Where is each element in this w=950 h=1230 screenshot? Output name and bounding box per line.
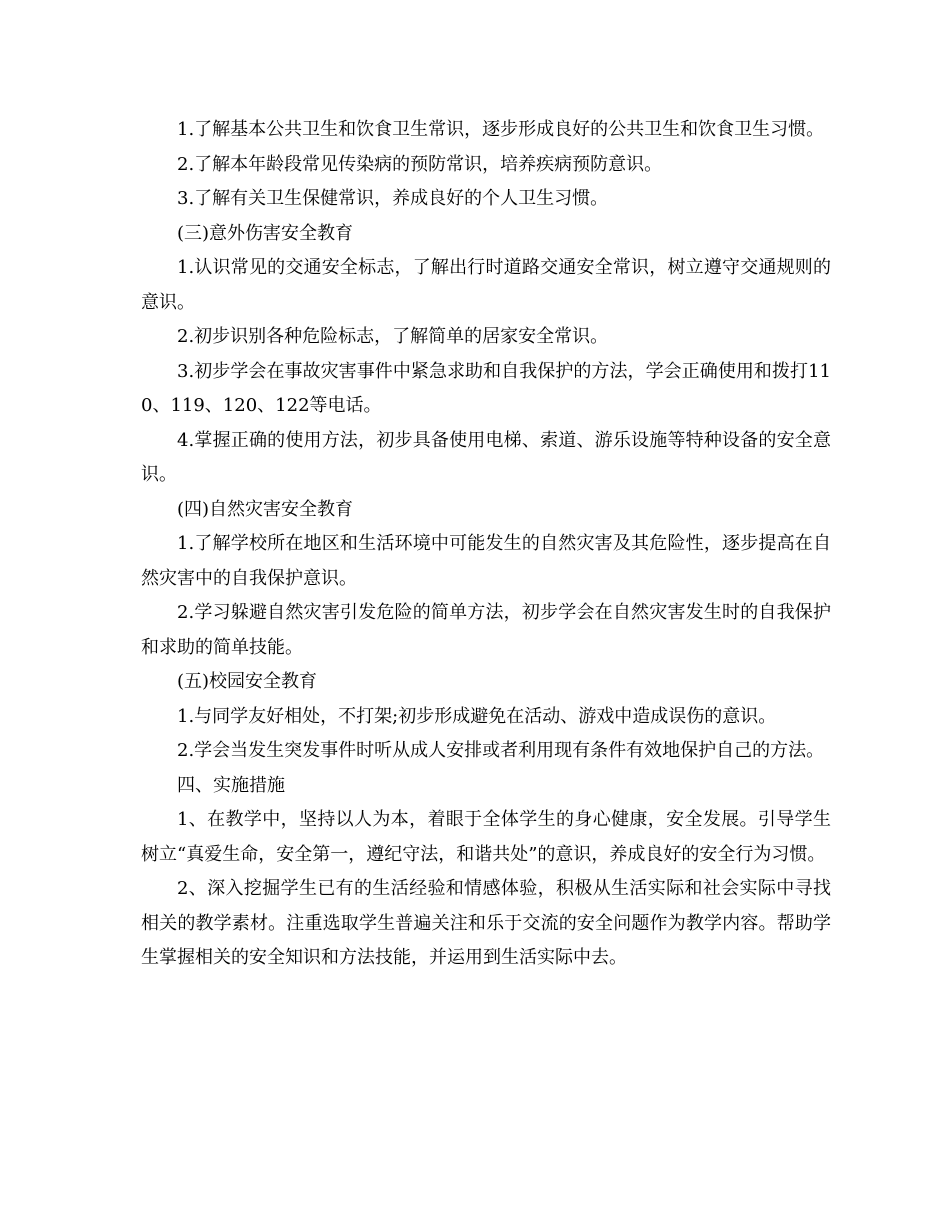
paragraph-emergency-calls: 3.初步学会在事故灾害事件中紧急求助和自我保护的方法，学会正确使用和拨打110、119、120、122等电话。 (141, 360, 831, 416)
paragraph-traffic-safety: 1.认识常见的交通安全标志，了解出行时道路交通安全常识，树立遵守交通规则的意识。 (141, 257, 831, 313)
paragraph-disease-prevention: 2.了解本年龄段常见传染病的预防常识，培养疾病预防意识。 (177, 153, 663, 175)
paragraph-measure-two: 2、深入挖掘学生已有的生活经验和情感体验，积极从生活实际和社会实际中寻找相关的教学素材。注重选取学生普遍关注和乐于交流的安全问题作为教学内容。帮助学生掌握相关的安全知识和方法技能，并运用到生活实际中去。 (141, 878, 831, 968)
paragraph-measure-one: 1、在教学中，坚持以人为本，着眼于全体学生的身心健康，安全发展。引导学生树立“真爱生命，安全第一，遵纪守法，和谐共处”的意识，养成良好的安全行为习惯。 (141, 809, 831, 865)
paragraph-hygiene-habits: 1.了解基本公共卫生和饮食卫生常识，逐步形成良好的公共卫生和饮食卫生习惯。 (177, 119, 825, 140)
section-heading-campus-safety: (五)校园安全教育 (177, 671, 318, 692)
paragraph-classmates: 1.与同学友好相处，不打架;初步形成避免在活动、游戏中造成误伤的意识。 (177, 705, 777, 727)
paragraph-personal-hygiene: 3.了解有关卫生保健常识，养成良好的个人卫生习惯。 (177, 188, 609, 209)
paragraph-disaster-awareness: 1.了解学校所在地区和生活环境中可能发生的自然灾害及其危险性，逐步提高在自然灾害中的自我保护意识。 (141, 533, 831, 589)
section-heading-accident-safety: (三)意外伤害安全教育 (177, 222, 354, 244)
document-body (141, 113, 831, 976)
paragraph-emergency-response: 2.学会当发生突发事件时听从成人安排或者利用现有条件有效地保护自己的方法。 (177, 740, 825, 761)
paragraph-disaster-skills: 2.学习躲避自然灾害引发危险的简单方法，初步学会在自然灾害发生时的自我保护和求助的简单技能。 (141, 602, 831, 658)
paragraph-special-equipment: 4.掌握正确的使用方法，初步具备使用电梯、索道、游乐设施等特种设备的安全意识。 (141, 429, 831, 485)
section-heading-natural-disaster: (四)自然灾害安全教育 (177, 498, 354, 520)
section-heading-measures: 四、实施措施 (177, 774, 285, 796)
paragraph-home-safety: 2.初步识别各种危险标志，了解简单的居家安全常识。 (177, 326, 609, 347)
